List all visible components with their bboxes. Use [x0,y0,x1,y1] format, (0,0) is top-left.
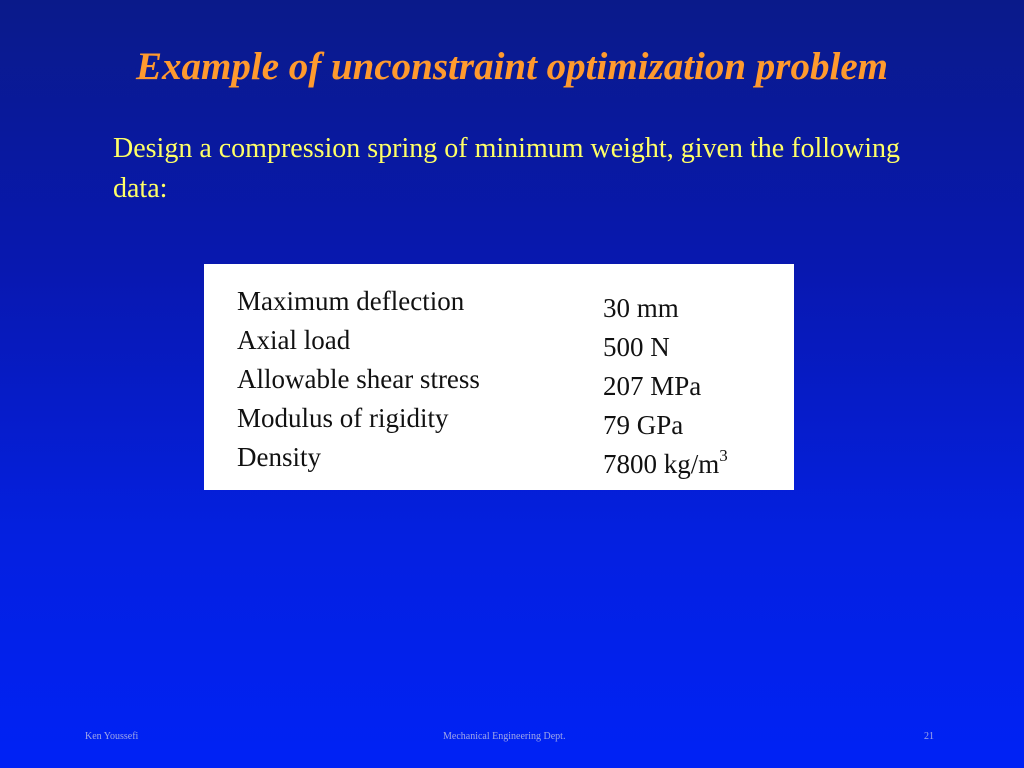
table-row [237,399,777,438]
footer-author: Ken Youssefi [85,731,139,742]
table-row [237,438,777,477]
table-row [237,282,777,321]
data-table [204,264,794,490]
row-value-text: 30 mm [603,293,679,323]
row-label: Density [237,442,321,472]
intro-text: Design a compression spring of minimum weight, given the following data: [113,133,901,204]
row-value-text: 500 N [603,332,670,362]
table-row [237,360,777,399]
slide-title: Example of unconstraint optimization problem [136,45,888,88]
row-value-text: 79 GPa [603,410,684,440]
footer-page-number: 21 [924,731,934,742]
row-label: Modulus of rigidity [237,403,449,433]
row-value [603,438,728,484]
row-value-text: 207 MPa [603,371,702,401]
row-label: Maximum deflection [237,286,465,316]
row-label: Axial load [237,325,351,355]
row-label: Allowable shear stress [237,364,480,394]
row-value-superscript: 3 [719,446,728,465]
row-value-text: 7800 kg/m [603,449,720,479]
footer-department: Mechanical Engineering Dept. [443,731,566,742]
table-row [237,321,777,360]
